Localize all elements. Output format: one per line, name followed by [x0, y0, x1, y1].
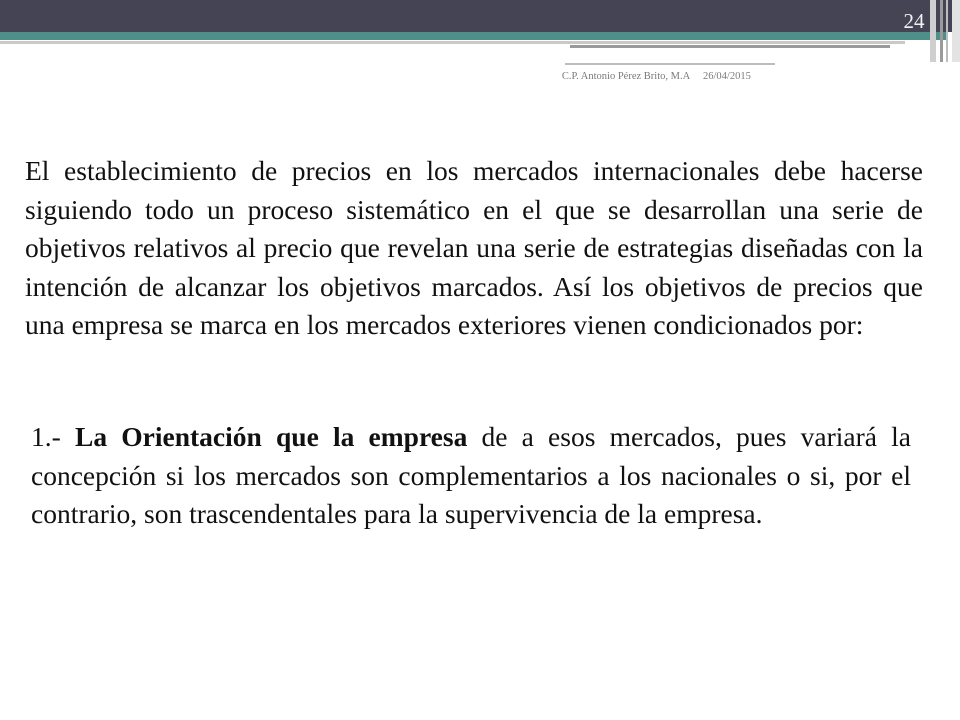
list-item [31, 418, 911, 534]
divider-line [565, 63, 775, 65]
list-item-number: 1.- [31, 421, 75, 452]
slide-number: 24 [903, 9, 925, 33]
edge-decoration [940, 0, 943, 62]
divider-line [0, 41, 905, 44]
author-label: C.P. Antonio Pérez Brito, M.A [561, 71, 691, 82]
list-item-text: de a esos mercados, pues variará la concepción si los mercados son complementarios a los nacionales o si, por el contrario, son trascendentales para la supervivencia de la empresa. [31, 421, 911, 530]
edge-decoration [930, 0, 936, 62]
edge-decoration [946, 0, 948, 62]
accent-bar [0, 32, 948, 40]
divider-line [570, 45, 890, 48]
top-banner [0, 0, 960, 32]
list-item-lead: La Orientación que la empresa [74, 421, 468, 452]
edge-decoration [952, 0, 960, 62]
date-label: 26/04/2015 [703, 71, 751, 82]
intro-paragraph: El establecimiento de precios en los mercados internacionales debe hacerse siguiendo todo un proceso sistemático en el que se desarrollan una serie de objetivos relativos al precio que revelan una serie de estrategias diseñadas con la intención de alcanzar los objetivos marcados. Así los objetivos de precios que una empresa se marca en los mercados exteriores vienen condicionados por: [25, 155, 923, 341]
